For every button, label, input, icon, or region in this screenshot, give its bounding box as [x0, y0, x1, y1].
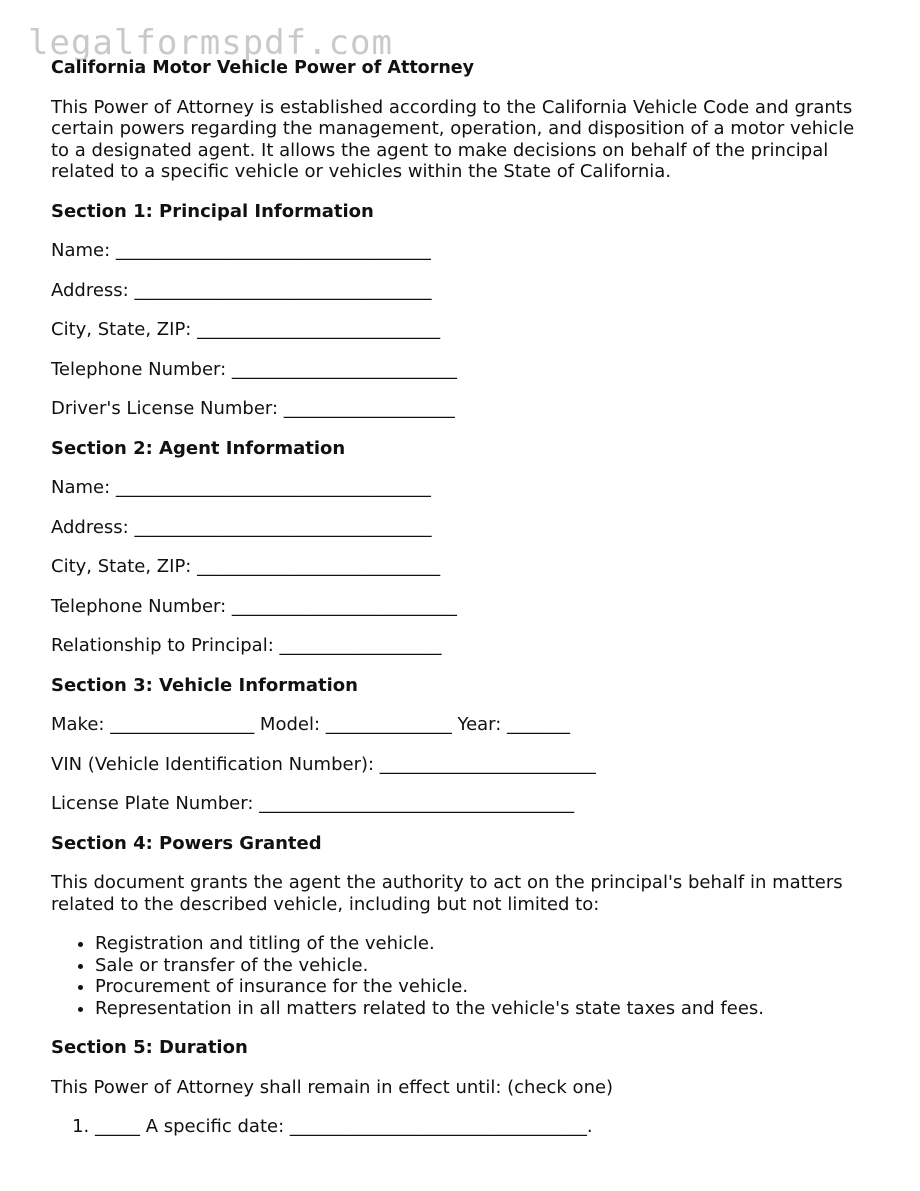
intro-paragraph: This Power of Attorney is established according to the California Vehicle Code and grants certain powers regarding the management, operation, and disposition of a motor vehicle to a designated agent. It allows the agent to make decisions on behalf of the principal related to a specific vehicle or vehicles within the State of California. — [51, 96, 855, 182]
principal-city-state-zip-field[interactable]: City, State, ZIP: ___________________________ — [51, 319, 441, 340]
vehicle-make-model-year-field[interactable]: Make: ________________ Model: ______________ Year: _______ — [51, 714, 571, 735]
section-5-heading: Section 5: Duration — [51, 1037, 248, 1058]
principal-address-field[interactable]: Address: _________________________________ — [51, 279, 432, 301]
powers-list — [51, 933, 871, 1019]
list-item: • Sale or transfer of the vehicle. — [95, 955, 871, 977]
watermark-text: legalformspdf.com — [28, 23, 393, 63]
list-item: • Registration and titling of the vehicle. — [95, 933, 871, 955]
list-item: • Procurement of insurance for the vehicle. — [95, 976, 871, 998]
agent-address-field[interactable]: Address: _________________________________ — [51, 516, 432, 538]
duration-intro-paragraph: This Power of Attorney shall remain in effect until: (check one) — [51, 1076, 614, 1098]
powers-intro-paragraph: This document grants the agent the authority to act on the principal's behalf in matters related to the described vehicle, including but not limited to: — [51, 872, 843, 915]
section-3-heading: Section 3: Vehicle Information — [51, 674, 358, 696]
document-title: California Motor Vehicle Power of Attorney — [51, 58, 475, 78]
section-2-heading: Section 2: Agent Information — [51, 437, 346, 459]
section-1-heading: Section 1: Principal Information — [51, 200, 374, 222]
principal-name-field[interactable]: Name: ___________________________________ — [51, 240, 431, 261]
vehicle-vin-field[interactable]: VIN (Vehicle Identification Number): ________________________ — [51, 753, 596, 775]
agent-telephone-field[interactable]: Telephone Number: _________________________ — [51, 595, 457, 617]
duration-option-specific-date[interactable]: 1. _____ A specific date: _________________________________. — [95, 1116, 871, 1138]
agent-name-field[interactable]: Name: ___________________________________ — [51, 477, 431, 498]
duration-options-list — [51, 1116, 871, 1138]
vehicle-plate-field[interactable]: License Plate Number: ___________________________________ — [51, 793, 575, 814]
principal-license-field[interactable]: Driver's License Number: ___________________ — [51, 398, 455, 419]
agent-relationship-field[interactable]: Relationship to Principal: __________________ — [51, 635, 442, 656]
section-4-heading: Section 4: Powers Granted — [51, 832, 322, 854]
document-body — [51, 58, 871, 1156]
principal-telephone-field[interactable]: Telephone Number: _________________________ — [51, 358, 457, 380]
agent-city-state-zip-field[interactable]: City, State, ZIP: ___________________________ — [51, 556, 441, 577]
list-item: • Representation in all matters related to the vehicle's state taxes and fees. — [95, 998, 871, 1020]
